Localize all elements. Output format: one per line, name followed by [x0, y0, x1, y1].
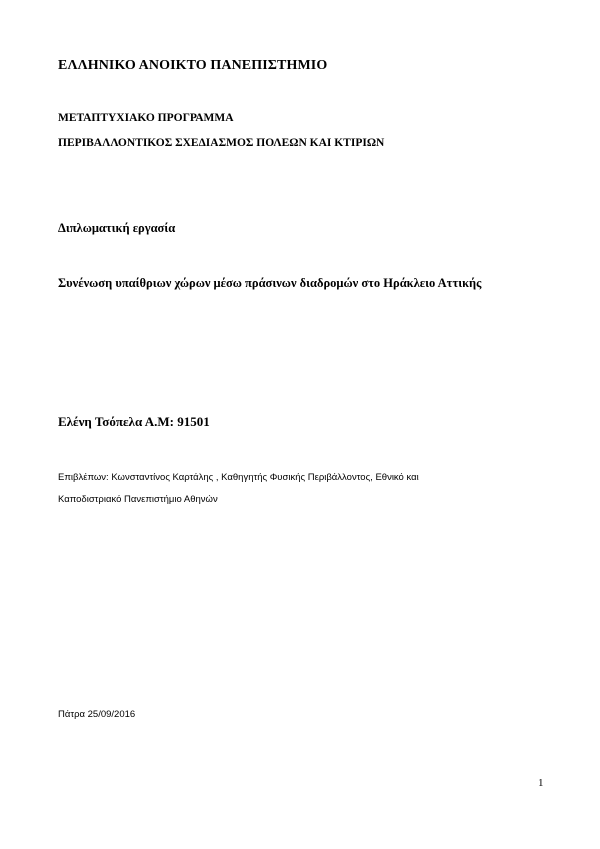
supervisor-line: Επιβλέπων: Κωνσταντίνος Καρτάλης , Καθηγητής Φυσικής Περιβάλλοντος, Εθνικό και: [58, 472, 419, 483]
page-number: 1: [538, 777, 544, 789]
program-name: ΠΕΡΙΒΑΛΛΟΝΤΙΚΟΣ ΣΧΕΔΙΑΣΜΟΣ ΠΟΛΕΩΝ ΚΑΙ ΚΤΙΡΙΩΝ: [58, 137, 385, 149]
university-name: ΕΛΛΗΝΙΚΟ ΑΝΟΙΚΤΟ ΠΑΝΕΠΙΣΤΗΜΙΟ: [58, 58, 328, 73]
supervisor-affiliation: Καποδιστριακό Πανεπιστήμιο Αθηνών: [58, 494, 218, 505]
author-name: Ελένη Τσόπελα Α.Μ: 91501: [58, 414, 210, 429]
thesis-title: Συνένωση υπαίθριων χώρων μέσω πράσινων διαδρομών στο Ηράκλειο Αττικής: [58, 276, 482, 290]
program-label: ΜΕΤΑΠΤΥΧΙΑΚΟ ΠΡΟΓΡΑΜΜΑ: [58, 112, 234, 124]
document-type: Διπλωματική εργασία: [58, 221, 176, 235]
place-and-date: Πάτρα 25/09/2016: [58, 709, 136, 720]
